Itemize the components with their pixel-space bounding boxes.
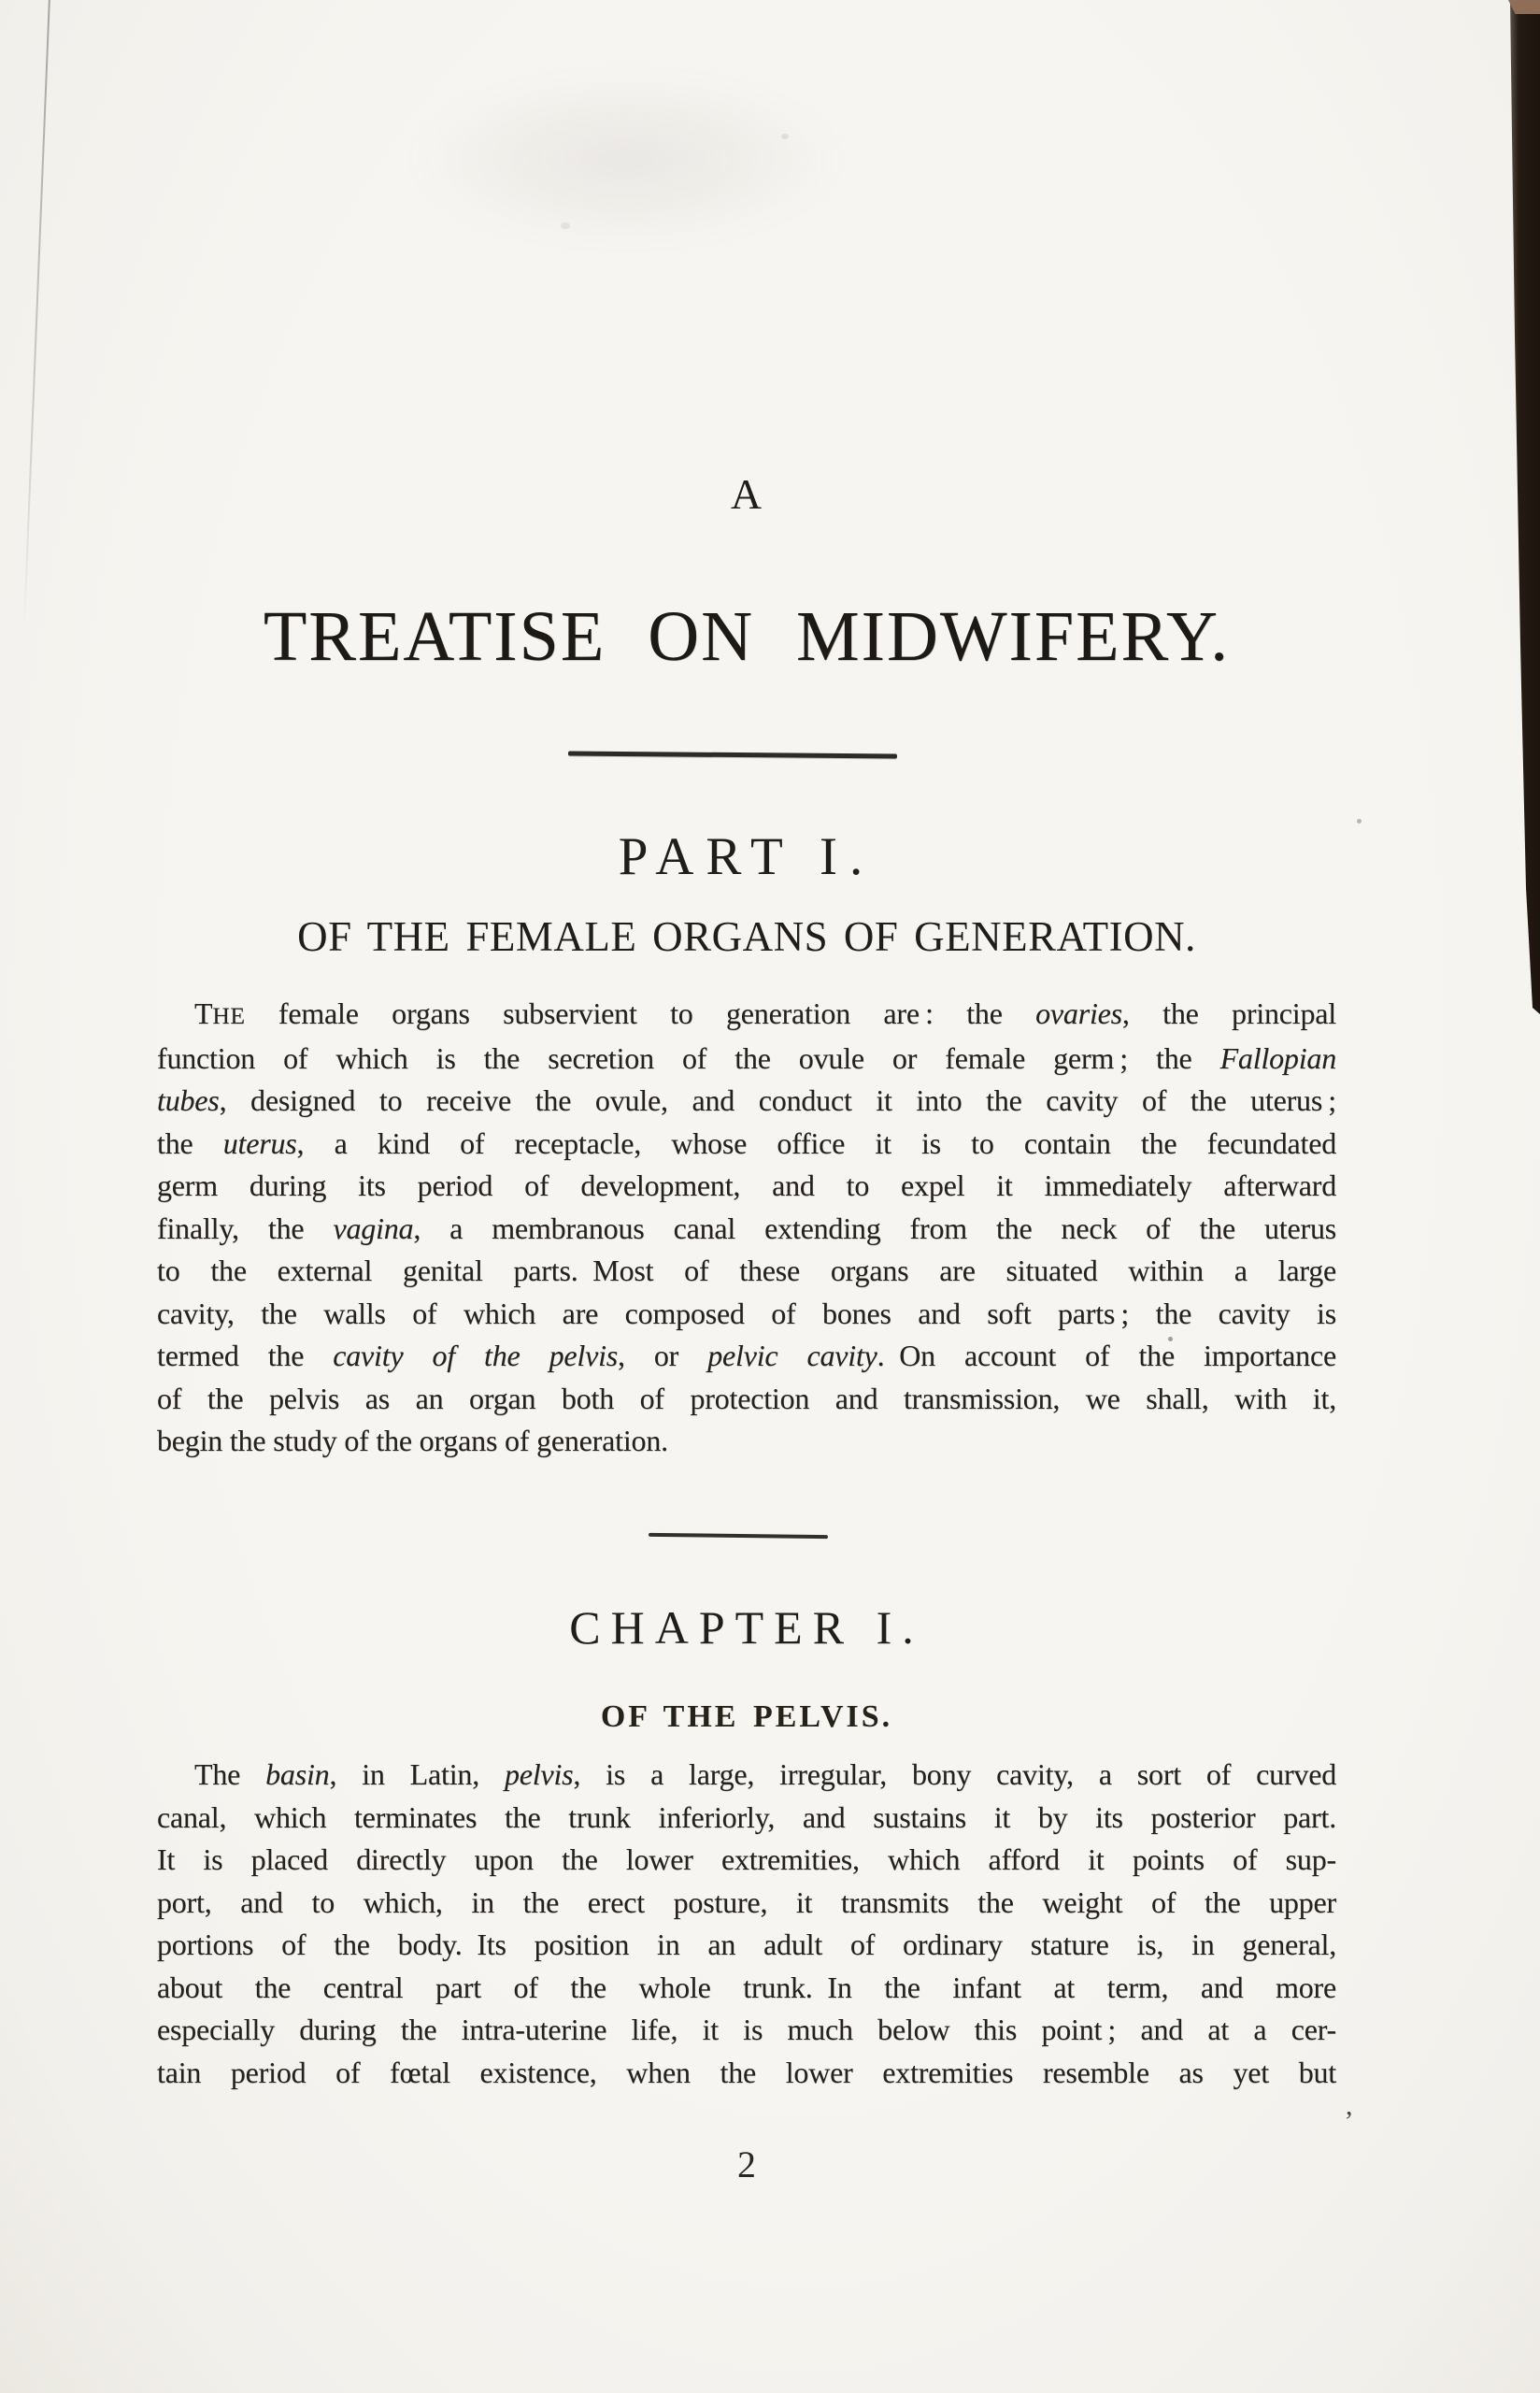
body-text: , a kind of receptacle, whose office it is to contain the fecundated [296, 1125, 1336, 1160]
text-line [157, 1882, 1336, 1925]
body-text: , a membranous canal extending from the neck of the uterus [413, 1211, 1336, 1245]
body-text: , the principal [1121, 996, 1336, 1030]
text-line [157, 1165, 1336, 1208]
body-text: female organs subservient to generation are : the [245, 996, 1036, 1030]
italic-text: tubes [157, 1083, 220, 1117]
scan-shade-artifact [402, 65, 850, 252]
body-text: begin the study of the organs of generation. [157, 1424, 668, 1457]
page-number: 2 [737, 2143, 756, 2185]
italic-text: vagina [333, 1211, 414, 1245]
italic-text: pelvis [504, 1757, 574, 1791]
body-text: , is a large, irregular, bony cavity, a sort of curved [573, 1757, 1337, 1791]
body-text: function of which is the secretion of the ovule or female germ ; the [157, 1040, 1220, 1075]
italic-text: cavity of the pelvis [333, 1339, 619, 1372]
half-title: A [730, 470, 763, 518]
text-line [157, 1080, 1336, 1123]
scan-speck [1357, 819, 1362, 824]
text-line [157, 1378, 1336, 1421]
text-line [157, 1924, 1336, 1967]
body-text: port, and to which, in the erect posture, it transmits the weight of the upper [157, 1884, 1336, 1919]
scan-speck [781, 134, 789, 139]
paragraph-pelvis [157, 1754, 1336, 2094]
title-divider-rule [568, 751, 897, 758]
italic-text: ovaries [1035, 996, 1122, 1030]
section-divider-rule [649, 1533, 828, 1539]
text-line [157, 1250, 1336, 1293]
text-line [157, 2009, 1336, 2052]
body-text: T [194, 996, 213, 1030]
scan-speck [561, 222, 570, 229]
body-text: about the central part of the whole trunk. In the infant at term, and more [157, 1970, 1336, 2004]
paragraph-intro [157, 993, 1336, 1463]
body-text: termed the [157, 1339, 334, 1372]
text-line [157, 1420, 1336, 1463]
text-line [157, 2052, 1336, 2095]
binding-shadow [1501, 0, 1540, 1028]
italic-text: pelvic cavity [707, 1339, 877, 1372]
body-text: The [194, 1757, 266, 1791]
page-edge-line [23, 0, 50, 631]
body-text: . On account of the importance [877, 1339, 1336, 1372]
body-text: the [157, 1125, 223, 1160]
stray-ink-mark: , [1346, 2090, 1353, 2121]
chapter-subheading: OF THE PELVIS. [600, 1699, 893, 1734]
body-text: cavity, the walls of which are composed of bones and soft parts ; the cavity is [157, 1296, 1336, 1330]
body-text: It is placed directly upon the lower extremities, which afford it points of sup- [157, 1842, 1336, 1876]
body-text: portions of the body. Its position in an adult of ordinary stature is, in general, [157, 1927, 1336, 1961]
body-text: canal, which terminates the trunk inferiorly, and sustains it by its posterior part. [157, 1799, 1336, 1834]
body-text: tain period of fœtal existence, when the lower extremities resemble as yet but [157, 2055, 1336, 2089]
body-text: , designed to receive the ovule, and conduct it into the cavity of the uterus ; [219, 1083, 1336, 1117]
text-line [157, 1839, 1336, 1882]
text-line [157, 1208, 1336, 1251]
part-heading: PART I. [618, 827, 876, 886]
text-line [157, 1293, 1336, 1336]
book-title: TREATISE ON MIDWIFERY. [263, 597, 1231, 676]
body-text: finally, the [157, 1211, 334, 1245]
body-text: especially during the intra-uterine life, it is much below this point ; and at a cer- [157, 2013, 1336, 2046]
body-text: , or [618, 1339, 708, 1372]
chapter-heading: CHAPTER I. [569, 1601, 924, 1654]
body-text: of the pelvis as an organ both of protection and transmission, we shall, with it, [157, 1381, 1336, 1415]
text-line [157, 1038, 1336, 1081]
italic-text: basin [265, 1757, 330, 1791]
body-text: , in Latin, [329, 1757, 505, 1791]
part-subheading: OF THE FEMALE ORGANS OF GENERATION. [297, 913, 1196, 960]
text-line [157, 1335, 1336, 1378]
scan-speck [1168, 1337, 1173, 1341]
italic-text: Fallopian [1219, 1040, 1336, 1075]
text-line [157, 993, 1336, 1038]
italic-text: uterus [222, 1125, 297, 1160]
text-line [157, 1797, 1336, 1840]
body-text: to the external genital parts. Most of these organs are situated within a large [157, 1254, 1336, 1287]
text-line [157, 1123, 1336, 1166]
text-line [157, 1754, 1336, 1797]
smallcaps-text: HE [212, 1002, 246, 1029]
body-text: germ during its period of development, and to expel it immediately afterward [157, 1168, 1336, 1202]
text-line [157, 1967, 1336, 2010]
